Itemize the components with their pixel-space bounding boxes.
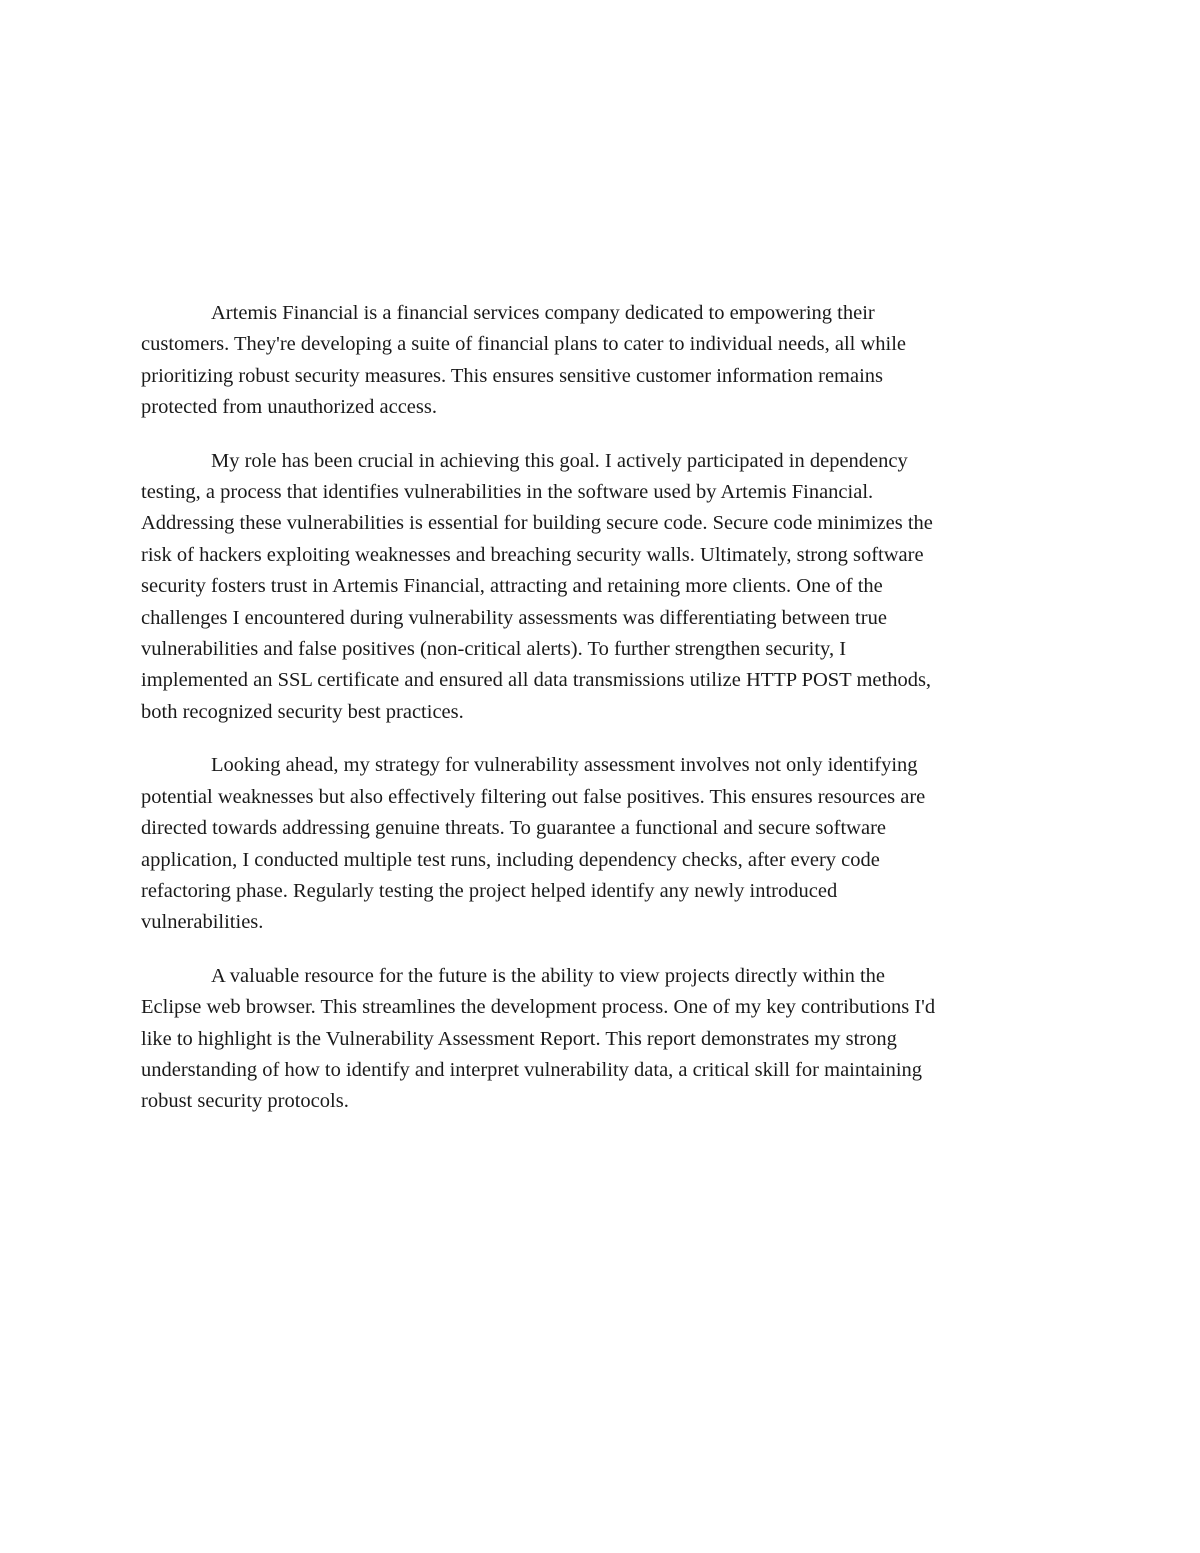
paragraph-line: A valuable resource for the future is the ability to view projects directly within the [211,964,886,987]
paragraph-line: testing, a process that identifies vulnerabilities in the software used by Artemis Financial. [141,481,874,504]
paragraph-line: both recognized security best practices. [141,700,464,723]
paragraph-line: refactoring phase. Regularly testing the project helped identify any newly introduced [141,879,838,902]
paragraph-4 [141,961,1061,1118]
paragraph-line: potential weaknesses but also effectively filtering out false positives. This ensures resources are [141,785,926,808]
paragraph-line: vulnerabilities and false positives (non-critical alerts). To further strengthen security, I [141,638,847,661]
paragraph-line: customers. They're developing a suite of financial plans to cater to individual needs, all while [141,333,907,356]
paragraph-line: robust security protocols. [141,1090,349,1113]
paragraph-1 [141,298,1061,424]
paragraph-line: Addressing these vulnerabilities is essential for building secure code. Secure code minimizes the [141,512,933,535]
paragraph-line: Looking ahead, my strategy for vulnerability assessment involves not only identifying [211,754,918,777]
document-body [141,298,1061,1140]
paragraph-line: implemented an SSL certificate and ensured all data transmissions utilize HTTP POST methods, [141,669,932,692]
paragraph-line: application, I conducted multiple test runs, including dependency checks, after every code [141,848,880,871]
paragraph-line: vulnerabilities. [141,911,264,934]
paragraph-line: understanding of how to identify and interpret vulnerability data, a critical skill for maintaining [141,1058,923,1081]
paragraph-line: directed towards addressing genuine threats. To guarantee a functional and secure software [141,817,887,840]
paragraph-line: Artemis Financial is a financial services company dedicated to empowering their [211,302,875,324]
paragraph-line: protected from unauthorized access. [141,396,437,419]
paragraph-line: challenges I encountered during vulnerability assessments was differentiating between true [141,606,887,629]
paragraph-3 [141,750,1061,938]
paragraph-line: risk of hackers exploiting weaknesses and breaching security walls. Ultimately, strong software [141,543,924,566]
paragraph-2 [141,446,1061,729]
paragraph-line: prioritizing robust security measures. This ensures sensitive customer information remains [141,364,884,387]
paragraph-line: like to highlight is the Vulnerability Assessment Report. This report demonstrates my strong [141,1027,897,1050]
paragraph-line: My role has been crucial in achieving this goal. I actively participated in dependency [211,449,908,472]
paragraph-line: security fosters trust in Artemis Financial, attracting and retaining more clients. One of the [141,575,883,598]
paragraph-line: Eclipse web browser. This streamlines the development process. One of my key contributions I'd [141,996,936,1019]
